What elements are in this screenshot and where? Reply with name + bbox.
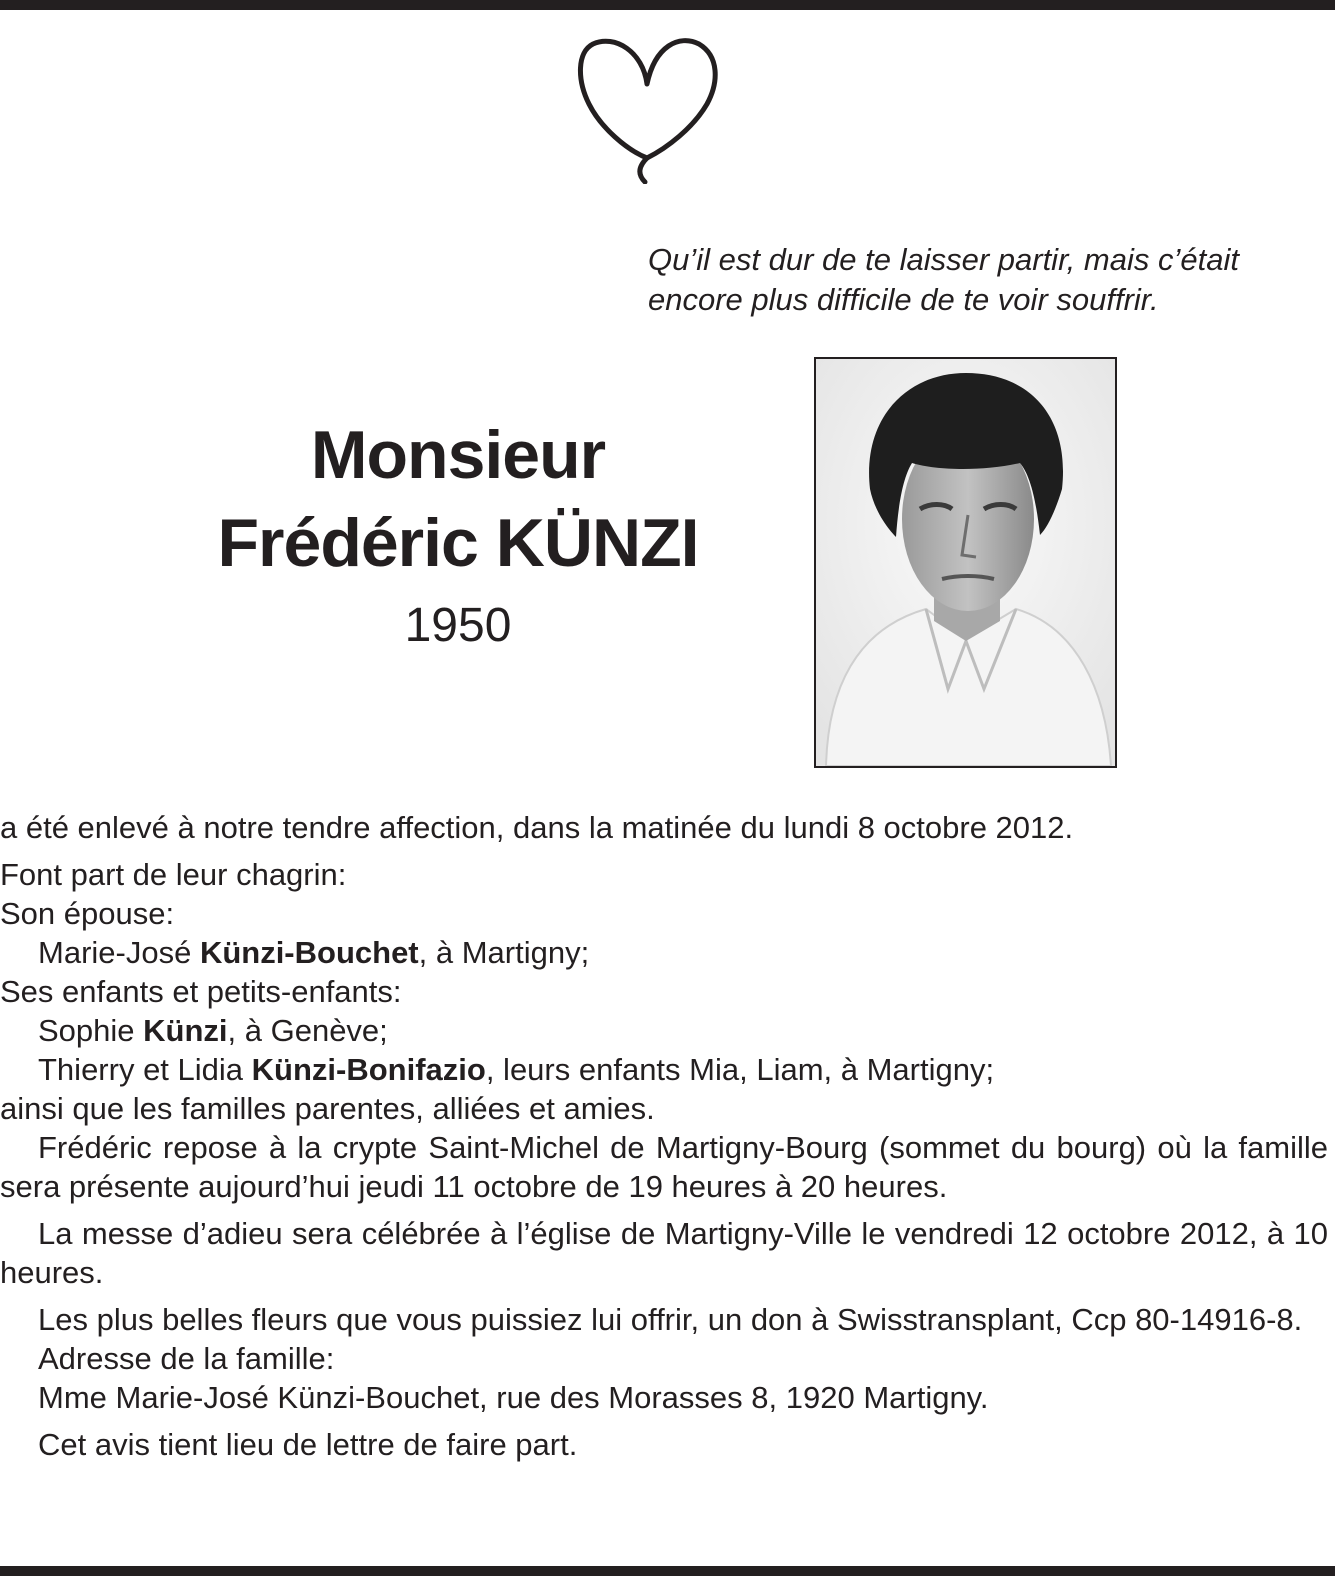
child2-first-name: Thierry et Lidia <box>38 1052 252 1087</box>
child-line-2 <box>0 1050 1328 1089</box>
honorific: Monsieur <box>310 417 606 493</box>
opening-line: a été enlevé à notre tendre affection, dans la matinée du lundi 8 octobre 2012. <box>0 810 1074 845</box>
deceased-name-block <box>158 412 758 662</box>
mass-paragraph: La messe d’adieu sera célébrée à l’église de Martigny-Ville le vendredi 12 octobre 2012, à 10 heures. <box>0 1216 1328 1290</box>
child2-last-name: Künzi-Bonifazio <box>251 1052 486 1087</box>
spouse-last-name: Künzi-Bouchet <box>199 935 419 970</box>
crypt-paragraph: Frédéric repose à la crypte Saint-Michel de Martigny-Bourg (sommet du bourg) où la famille sera présente aujourd’hui jeudi 11 octobre de 19 heures à 20 heures. <box>0 1130 1328 1204</box>
epigraph-quote <box>648 240 1328 320</box>
top-border-rule <box>0 0 1335 10</box>
heart-icon <box>575 32 720 184</box>
epigraph-line-1: Qu’il est dur de te laisser partir, mais c’était <box>648 242 1239 277</box>
birth-year: 1950 <box>404 599 512 652</box>
closing-line: Cet avis tient lieu de lettre de faire part. <box>38 1427 578 1462</box>
address-heading: Adresse de la famille: <box>38 1341 335 1376</box>
deceased-name: Frédéric KÜNZI <box>217 505 699 581</box>
child1-place: , à Genève; <box>227 1013 388 1048</box>
child1-first-name: Sophie <box>38 1013 144 1048</box>
bottom-border-rule <box>0 1566 1335 1576</box>
epigraph-line-2: encore plus difficile de te voir souffrir. <box>648 282 1159 317</box>
child1-last-name: Künzi <box>143 1013 228 1048</box>
families-line: ainsi que les familles parentes, alliées et amies. <box>0 1091 655 1126</box>
spouse-place: , à Martigny; <box>418 935 590 970</box>
spouse-heading: Son épouse: <box>0 896 175 931</box>
child-line-1 <box>0 1011 1328 1050</box>
flowers-paragraph: Les plus belles fleurs que vous puissiez lui offrir, un don à Swisstransplant, Ccp 80-14916-8. <box>38 1302 1303 1337</box>
child2-rest: , leurs enfants Mia, Liam, à Martigny; <box>485 1052 995 1087</box>
announcement-body <box>0 808 1328 1464</box>
children-heading: Ses enfants et petits-enfants: <box>0 974 402 1009</box>
spouse-line <box>0 933 1328 972</box>
spouse-first-name: Marie-José <box>38 935 200 970</box>
portrait-photo <box>814 357 1117 768</box>
address-line: Mme Marie-José Künzi-Bouchet, rue des Morasses 8, 1920 Martigny. <box>38 1380 989 1415</box>
font-part-line: Font part de leur chagrin: <box>0 857 347 892</box>
